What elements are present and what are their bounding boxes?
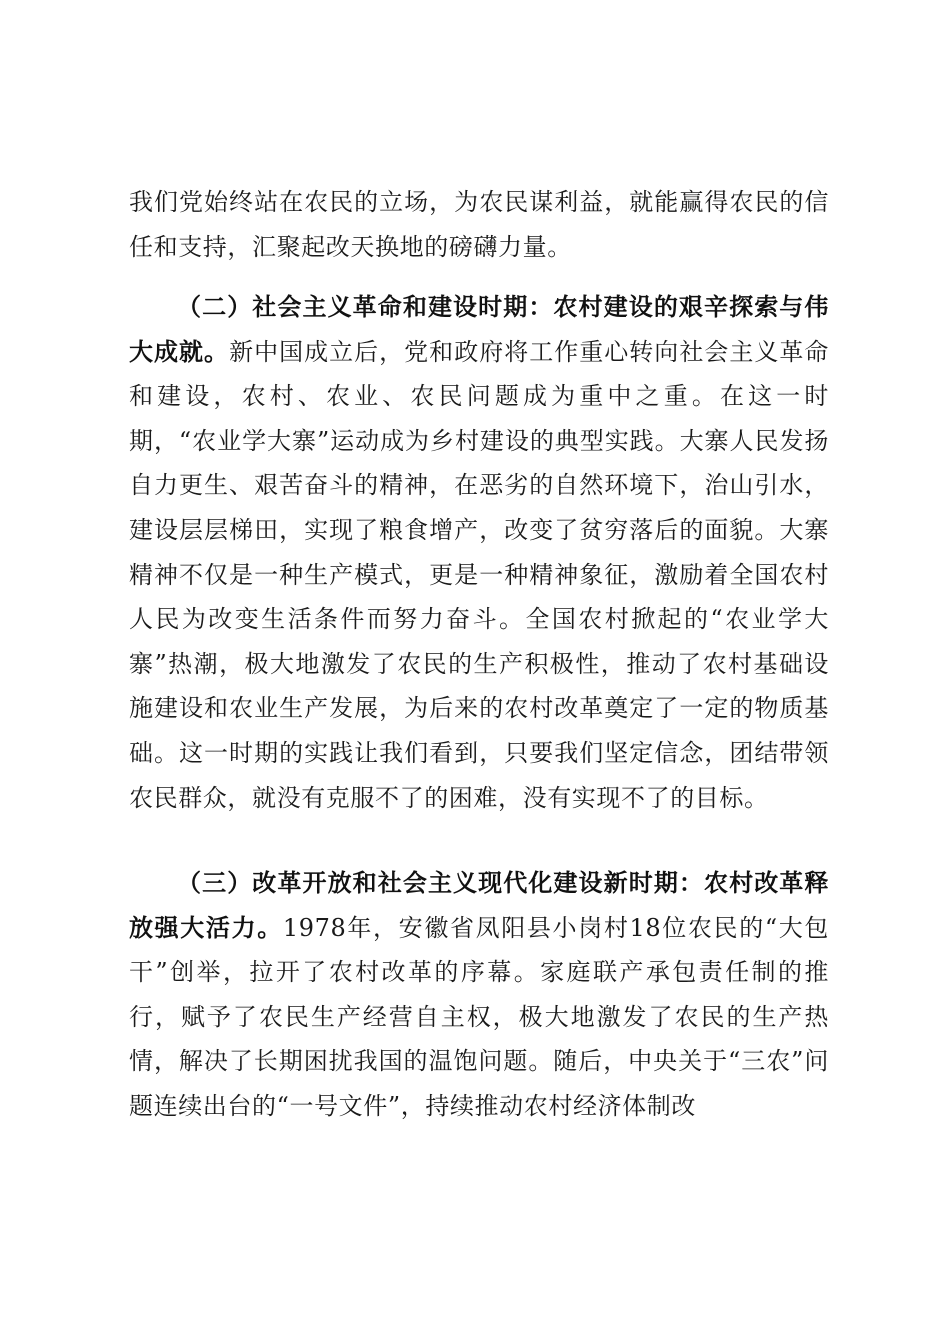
paragraph-text xyxy=(129,285,829,820)
section-heading: （二）社会主义革命和建设时期：农村建设的艰辛探索与伟大成就。 xyxy=(129,292,829,366)
paragraph-continuation xyxy=(129,180,829,269)
paragraph-body: 我们党始终站在农民的立场，为农民谋利益，就能赢得农民的信任和支持，汇聚起改天换地的磅礴力量。 xyxy=(129,188,829,261)
paragraph-section-three xyxy=(129,861,829,1129)
section-heading: （三）改革开放和社会主义现代化建设新时期：农村改革释放强大活力。 xyxy=(129,868,829,942)
paragraph-body: 1978年，安徽省凤阳县小岗村18位农民的“大包干”创举，拉开了农村改革的序幕。家庭联产承包责任制的推行，赋予了农民生产经营自主权，极大地激发了农民的生产热情，解决了长期困扰我国的温饱问题。随后，中央关于“三农”问题连续出台的“一号文件”，持续推动农村经济体制改 xyxy=(129,913,829,1120)
paragraph-text xyxy=(129,861,829,1129)
paragraph-body: 新中国成立后，党和政府将工作重心转向社会主义革命和建设，农村、农业、农民问题成为重中之重。在这一时期，“农业学大寨”运动成为乡村建设的典型实践。大寨人民发扬自力更生、艰苦奋斗的精神，在恶劣的自然环境下，治山引水，建设层层梯田，实现了粮食增产，改变了贫穷落后的面貌。大寨精神不仅是一种生产模式，更是一种精神象征，激励着全国农村人民为改变生活条件而努力奋斗。全国农村掀起的“农业学大寨”热潮，极大地激发了农民的生产积极性，推动了农村基础设施建设和农业生产发展，为后来的农村改革奠定了一定的物质基础。这一时期的实践让我们看到，只要我们坚定信念，团结带领农民群众，就没有克服不了的困难，没有实现不了的目标。 xyxy=(129,337,829,812)
paragraph-section-two xyxy=(129,285,829,820)
